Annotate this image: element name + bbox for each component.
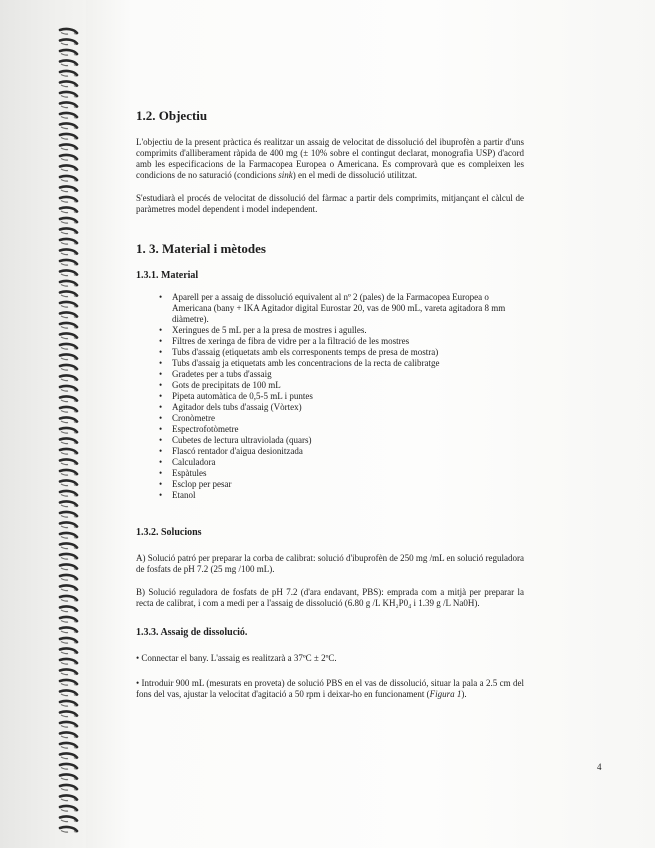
spiral-coil-shadow	[61, 810, 68, 812]
spiral-coil-shadow	[61, 579, 68, 581]
spiral-coil-shadow	[61, 463, 68, 465]
spiral-coil-shadow	[61, 568, 68, 570]
spiral-coil-shadow	[61, 43, 68, 45]
spiral-coil-shadow	[61, 285, 68, 287]
spiral-coil-shadow	[61, 190, 68, 192]
material-item: • Cubetes de lectura ultraviolada (quars)	[172, 435, 524, 446]
spiral-coil-shadow	[61, 54, 68, 56]
spiral-coil-shadow	[61, 232, 68, 234]
spiral-coil-shadow	[61, 295, 68, 297]
spiral-coil-shadow	[61, 390, 68, 392]
assay-step-1: • Connectar el bany. L'assaig es realitzarà a 37ºC ± 2ºC.	[136, 653, 337, 663]
section-heading-materials-methods: 1. 3. Material i mètodes	[136, 241, 266, 256]
spiral-coil-shadow	[61, 117, 68, 119]
material-item: • Espectrofotòmetre	[172, 424, 524, 435]
spiral-coil-shadow	[61, 694, 68, 696]
spiral-coil-shadow	[61, 85, 68, 87]
spiral-coil-shadow	[61, 180, 68, 182]
spiral-coil-shadow	[61, 201, 68, 203]
spiral-coil-shadow	[61, 33, 68, 35]
spiral-coil-shadow	[61, 411, 68, 413]
spiral-coil-shadow	[61, 75, 68, 77]
material-item: • Xeringues de 5 mL per a la presa de mostres i agulles.	[172, 325, 524, 336]
spiral-coil-shadow	[61, 726, 68, 728]
spiral-coil-shadow	[61, 484, 68, 486]
spiral-coil-shadow	[61, 421, 68, 423]
spiral-coil-shadow	[61, 64, 68, 66]
material-item: • Cronòmetre	[172, 413, 524, 424]
spiral-coil-shadow	[61, 631, 68, 633]
spiral-coil-shadow	[61, 432, 68, 434]
spiral-coil-shadow	[61, 337, 68, 339]
spiral-coil-shadow	[61, 169, 68, 171]
material-list	[136, 292, 524, 501]
subsection-heading-material: 1.3.1. Material	[136, 270, 199, 281]
spiral-coil-shadow	[61, 327, 68, 329]
spiral-coil-shadow	[61, 537, 68, 539]
spiral-coil-shadow	[61, 253, 68, 255]
spiral-coil-shadow	[61, 768, 68, 770]
spiral-coil-shadow	[61, 715, 68, 717]
spiral-coil-shadow	[61, 831, 68, 833]
assay-step-2: • Introduir 900 mL (mesurats en proveta) de solució PBS en el vas de dissolució, situar la pala a 2.5 cm del fons del vas, ajustar la velocitat d'agitació a 50 rpm i deixar-ho en funcionament (Figura 1).	[136, 678, 524, 699]
spiral-coil-shadow	[61, 505, 68, 507]
spiral-coil-shadow	[61, 400, 68, 402]
material-item: • Esclop per pesar	[172, 479, 524, 490]
spiral-coil-shadow	[61, 127, 68, 129]
material-item: • Espàtules	[172, 468, 524, 479]
page-number: 4	[597, 762, 602, 772]
spiral-coil-shadow	[61, 547, 68, 549]
spiral-coil-shadow	[61, 600, 68, 602]
spiral-coil-shadow	[61, 705, 68, 707]
spiral-coil-shadow	[61, 589, 68, 591]
spiral-coil-shadow	[61, 663, 68, 665]
solution-a-paragraph: A) Solució patró per preparar la corba de calibrat: solució d'ibuprofèn de 250 mg /mL en solució reguladora de fosfats de pH 7.2 (25 mg /100 mL).	[136, 553, 524, 574]
page-content	[136, 108, 524, 700]
spiral-coil-shadow	[61, 747, 68, 749]
spiral-coil-shadow	[61, 369, 68, 371]
spiral-coil-shadow	[61, 348, 68, 350]
spiral-coil-shadow	[61, 306, 68, 308]
spiral-coil-shadow	[61, 789, 68, 791]
spiral-coil-shadow	[61, 526, 68, 528]
material-item: • Tubs d'assaig (etiquetats amb els corresponents temps de presa de mostra)	[172, 347, 524, 358]
spiral-coil-shadow	[61, 778, 68, 780]
spiral-coil-shadow	[61, 211, 68, 213]
spiral-coil-shadow	[61, 610, 68, 612]
material-item: • Agitador dels tubs d'assaig (Vòrtex)	[172, 402, 524, 413]
section-heading-objective: 1.2. Objectiu	[136, 108, 208, 123]
spiral-coil-shadow	[61, 652, 68, 654]
spiral-coil-shadow	[61, 736, 68, 738]
spiral-coil-shadow	[61, 673, 68, 675]
spiral-coil-shadow	[61, 820, 68, 822]
material-item: • Aparell per a assaig de dissolució equivalent al nº 2 (pales) de la Farmacopea Europea o Americana (bany + IKA Agitador digital Eurostar 20, vas de 900 mL, vareta agitadora 8 mm diàmetre).	[172, 292, 524, 325]
subsection-heading-solutions: 1.3.2. Solucions	[136, 527, 202, 538]
spiral-coil-shadow	[61, 642, 68, 644]
spiral-coil-shadow	[61, 516, 68, 518]
spiral-coil-shadow	[61, 757, 68, 759]
spiral-coil-shadow	[61, 379, 68, 381]
objective-paragraph: L'objectiu de la present pràctica és realitzar un assaig de velocitat de dissolució del ibuprofèn a partir d'uns comprimits d'alliberament ràpida de 400 mg (± 10% sobre el contingut declarat, monografia USP) d'acord amb les especificacions de la Farmacopea Europea o Americana. Es comprovarà que es compleixen les condicions de no saturació (condicions sink) en el medi de dissolució utilitzat.	[136, 137, 524, 180]
spiral-coil-shadow	[61, 138, 68, 140]
spiral-coil-shadow	[61, 274, 68, 276]
spiral-coils	[0, 0, 86, 848]
material-item: • Calculadora	[172, 457, 524, 468]
spiral-coil-shadow	[61, 264, 68, 266]
material-item: • Pipeta automàtica de 0,5-5 mL i puntes	[172, 391, 524, 402]
spiral-coil-shadow	[61, 684, 68, 686]
study-paragraph: S'estudiarà el procés de velocitat de dissolució del fàrmac a partir dels comprimits, mitjançant el càlcul de paràmetres model dependent i model independent.	[136, 193, 524, 214]
spiral-coil-shadow	[61, 799, 68, 801]
spiral-coil-shadow	[61, 453, 68, 455]
document-page	[86, 0, 655, 848]
material-item: • Etanol	[172, 490, 524, 501]
spiral-coil-shadow	[61, 442, 68, 444]
material-item: • Filtres de xeringa de fibra de vidre per a la filtració de les mostres	[172, 336, 524, 347]
material-item: • Gradetes per a tubs d'assaig	[172, 369, 524, 380]
spiral-coil-shadow	[61, 474, 68, 476]
spiral-coil-shadow	[61, 316, 68, 318]
spiral-coil-shadow	[61, 243, 68, 245]
material-item: • Tubs d'assaig ja etiquetats amb les concentracions de la recta de calibratge	[172, 358, 524, 369]
spiral-coil-shadow	[61, 621, 68, 623]
material-item: • Gots de precipitats de 100 mL	[172, 380, 524, 391]
spiral-coil-shadow	[61, 148, 68, 150]
spiral-coil-shadow	[61, 106, 68, 108]
spiral-coil-shadow	[61, 96, 68, 98]
spiral-coil-shadow	[61, 495, 68, 497]
subsection-heading-assay: 1.3.3. Assaig de dissolució.	[136, 627, 248, 638]
material-item: • Flascó rentador d'aigua desionitzada	[172, 446, 524, 457]
spiral-coil-shadow	[61, 358, 68, 360]
spiral-coil-shadow	[61, 558, 68, 560]
solution-b-paragraph: B) Solució reguladora de fosfats de pH 7.2 (d'ara endavant, PBS): emprada com a mitjà per preparar la recta de calibrat, i com a medi per a l'assaig de dissolució (6.80 g /L KH₂P0₄ i 1.39 g /L Na0H).	[136, 587, 524, 608]
binding-spine	[0, 0, 86, 848]
spiral-coil-shadow	[61, 222, 68, 224]
spiral-coil-shadow	[61, 159, 68, 161]
